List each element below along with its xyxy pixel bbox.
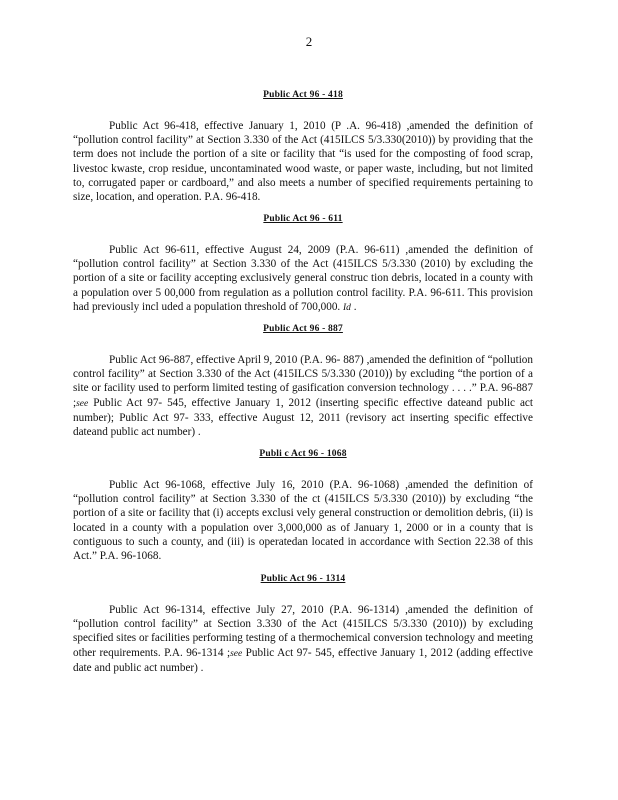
section-heading: Public Act 96 - 1314: [260, 574, 346, 584]
see-signal: see: [230, 648, 243, 659]
section-paragraph: Public Act 96-1068, effective July 16, 2010 (P.A. 96-1068) ,amended the definition of “pollution control facility” at Section 3.330 of the ct (415ILCS 5/3.330 (2010)) by excluding “the portion of a site or facility that (i) accepts exclusi vely general construction or demolition debris, (ii) is located in a county with a population over 3,000,000 as of January 1, 2000 or in a county that is contiguous to such a county, and (iii) is operatedan located in accordance with Section 22.38 of this Act.” P.A. 96-1068.: [73, 479, 533, 563]
section-pa-96-887: [73, 324, 533, 439]
paragraph-text-continued: Public Act 97- 545, effective January 1, 2012 (inserting specific effective dateand public act number); Public Act 97- 333, effective August 12, 2011 (revisory act inserting specific effective dateand public act number) .: [73, 396, 533, 439]
section-pa-96-611: [73, 214, 533, 315]
paragraph-text: Public Act 96-1314, effective July 27, 2010 (P.A. 96-1314) ,amended the definition of “pollution control facility” at Section 3.330 of the Act (415ILCS 5/3.330 (2010)) by excluding specified sites or facilities performing testing of a thermochemical conversion technology and meeting other requirements. P.A. 96-1314 ;: [73, 604, 533, 659]
paragraph-text: Public Act 96-611, effective August 24, 2009 (P.A. 96-611) ,amended the definition of “pollution control facility” at Section 3.330 of the Act (415ILCS 5/3.330 (2010) by excluding the portion of a site or facility accepting exclusively general construc tion debris, located in a county with a population over 5 00,000 from regulation as a pollution control facility. P.A. 96-611. This provision had previously incl uded a population threshold of 700,000.: [73, 244, 533, 313]
section-heading: Public Act 96 - 887: [263, 324, 343, 334]
section-paragraph: [73, 243, 533, 315]
section-paragraph: [73, 603, 533, 675]
section-pa-96-1068: [73, 449, 533, 563]
see-signal: see: [76, 398, 89, 409]
paragraph-text: Public Act 96-887, effective April 9, 2010 (P.A. 96- 887) ,amended the definition of “pollution control facility” at Section 3.330 of the Act (415ILCS 5/3.330 (2010)) by excluding “the portion of a site or facility used to perform limited testing of gasification conversion technology . . . .” P.A. 96-887 ;: [73, 354, 533, 409]
paragraph-end: .: [350, 300, 357, 313]
section-heading: Public Act 96 - 418: [263, 90, 343, 100]
citation-id: Id: [343, 302, 351, 313]
page-number: 2: [305, 34, 313, 49]
paragraph-text-continued: Public Act 97- 545, effective January 1, 2012 (adding effective date and public act number) .: [73, 646, 533, 674]
section-pa-96-418: [73, 90, 533, 204]
section-heading: Public Act 96 - 611: [263, 214, 343, 224]
section-paragraph: Public Act 96-418, effective January 1, 2010 (P .A. 96-418) ,amended the definition of “pollution control facility” at Section 3.330 of the Act (415ILCS 5/3.330(2010)) by providing that the term does not include the portion of a site or facility that “is used for the composting of food scrap, livestoc kwaste, crop residue, uncontaminated wood waste, or paper waste, including, but not limited to, corrugated paper or cardboard,” and also meets a number of specified requirements pertaining to size, location, and operation. P.A. 96-418.: [73, 120, 533, 204]
section-heading: Publi c Act 96 - 1068: [259, 449, 347, 459]
section-pa-96-1314: [73, 574, 533, 675]
section-paragraph: [73, 353, 533, 439]
